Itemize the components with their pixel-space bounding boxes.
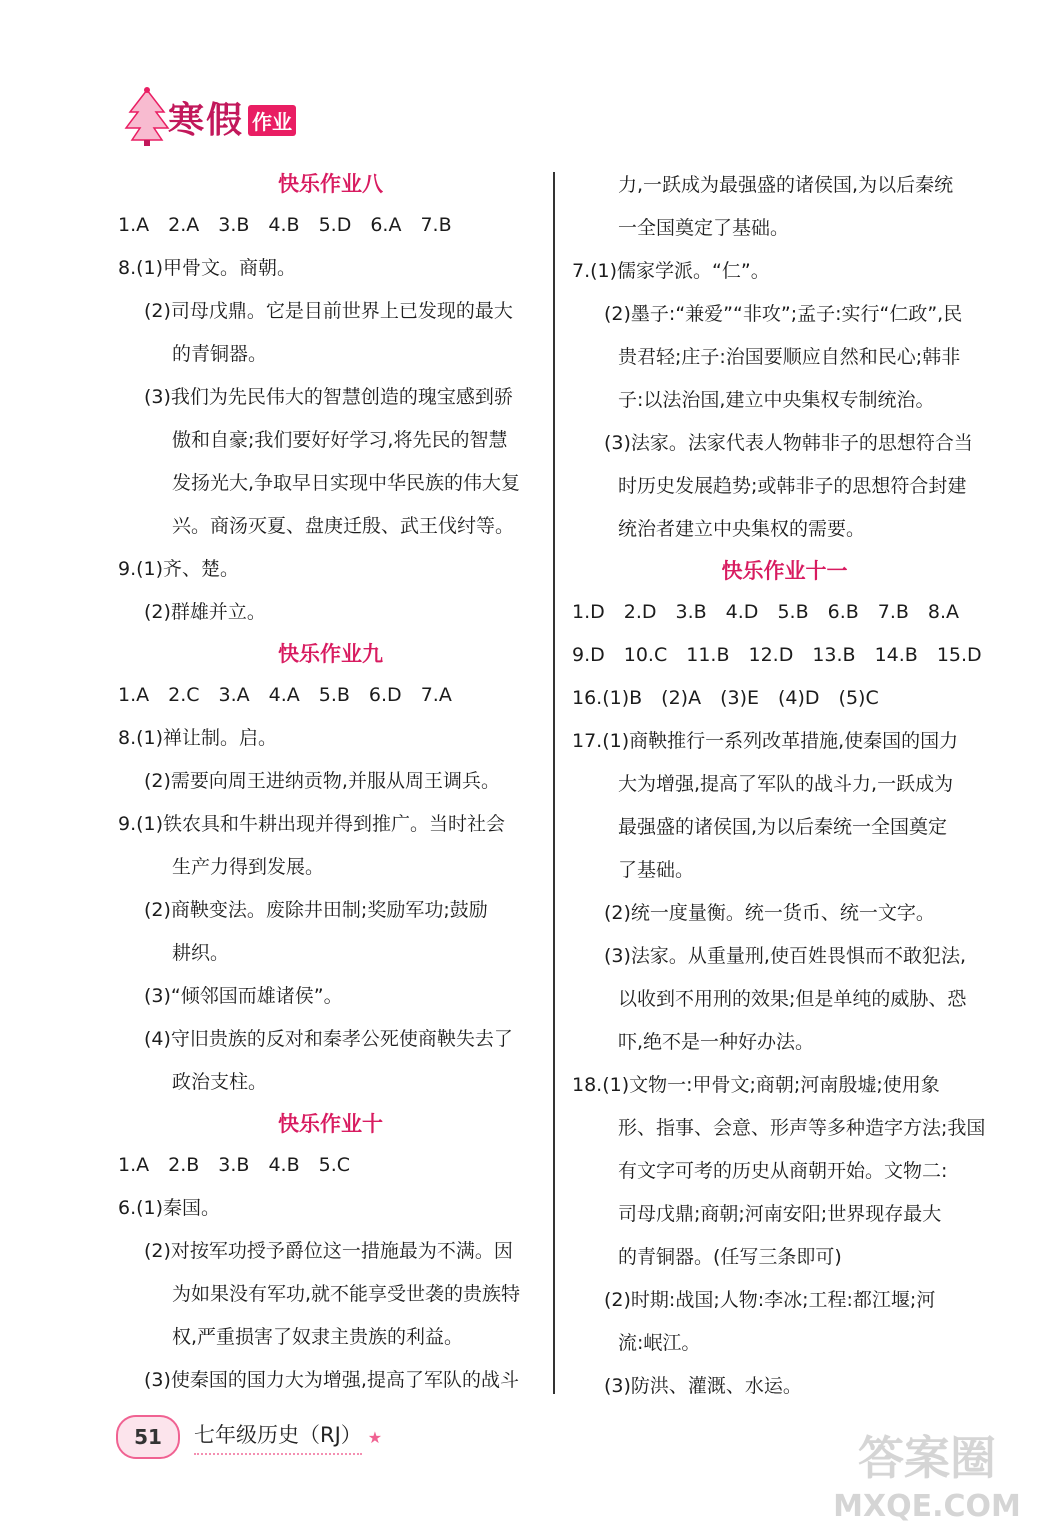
answer-line: 有文字可考的历史从商朝开始。文物二:	[618, 1160, 948, 1182]
brand-tag: 作业	[248, 105, 296, 136]
page-number: 51	[116, 1415, 180, 1459]
section-title: 快乐作业八	[278, 172, 383, 196]
column-divider	[553, 172, 555, 1394]
answer-line: (2)群雄并立。	[144, 601, 266, 623]
page-footer	[116, 1412, 382, 1462]
answer-line: 兴。商汤灭夏、盘庚迁殷、武王伐纣等。	[172, 515, 515, 537]
answer-line: 大为增强,提高了军队的战斗力,一跃成为	[618, 773, 954, 795]
answer-line: 耕织。	[172, 942, 230, 964]
answer-line: (2)需要向周王进纳贡物,并服从周王调兵。	[144, 770, 500, 792]
answer-line: 17.(1)商鞅推行一系列改革措施,使秦国的国力	[572, 730, 959, 752]
right-column	[572, 164, 997, 1408]
answer-line: 9.(1)铁农具和牛耕出现并得到推广。当时社会	[118, 813, 506, 835]
answer-line: (3)“倾邻国而雄诸侯”。	[144, 985, 343, 1007]
answer-line: 一全国奠定了基础。	[618, 217, 790, 239]
answer-line: 傲和自豪;我们要好好学习,将先民的智慧	[172, 429, 508, 451]
answer-line: 形、指事、会意、形声等多种造字方法;我国	[618, 1117, 986, 1139]
answer-line: 政治支柱。	[172, 1071, 268, 1093]
answer-line: 1.A 2.C 3.A 4.A 5.B 6.D 7.A	[118, 684, 452, 706]
section-title: 快乐作业九	[278, 642, 383, 666]
answer-line: (2)统一度量衡。统一货币、统一文字。	[604, 902, 935, 924]
answer-line: 9.D 10.C 11.B 12.D 13.B 14.B 15.D	[572, 644, 982, 666]
answer-line: (3)使秦国的国力大为增强,提高了军队的战斗	[144, 1369, 519, 1391]
answer-line: 8.(1)禅让制。启。	[118, 727, 278, 749]
section-title: 快乐作业十	[278, 1112, 383, 1136]
star-icon: ★	[367, 1427, 383, 1447]
answer-line: 16.(1)B (2)A (3)E (4)D (5)C	[572, 687, 879, 709]
answer-line: (2)墨子:“兼爱”“非攻”;孟子:实行“仁政”,民	[604, 303, 963, 325]
answer-line: 力,一跃成为最强盛的诸侯国,为以后秦统	[618, 174, 954, 196]
answer-line: (2)司母戊鼎。它是目前世界上已发现的最大	[144, 300, 513, 322]
answer-line: 司母戊鼎;商朝;河南安阳;世界现存最大	[618, 1203, 942, 1225]
answer-line: (3)我们为先民伟大的智慧创造的瑰宝感到骄	[144, 386, 513, 408]
answer-line: 的青铜器。	[172, 343, 268, 365]
answer-line: 生产力得到发展。	[172, 856, 325, 878]
watermark-logo	[812, 1416, 1042, 1526]
answer-line: (2)对按军功授予爵位这一措施最为不满。因	[144, 1240, 513, 1262]
watermark-text-cn: 答案圈	[858, 1431, 996, 1485]
answer-line: 子:以法治国,建立中央集权专制统治。	[618, 389, 935, 411]
answer-line: 了基础。	[618, 859, 695, 881]
page-header	[118, 86, 296, 146]
answer-line: (4)守旧贵族的反对和秦孝公死使商鞅失去了	[144, 1028, 513, 1050]
answer-line: 1.A 2.B 3.B 4.B 5.C	[118, 1154, 351, 1176]
answer-line: 权,严重损害了奴隶主贵族的利益。	[172, 1326, 464, 1348]
answer-line: (3)防洪、灌溉、水运。	[604, 1375, 802, 1397]
answer-line: 以收到不用刑的效果;但是单纯的威胁、恐	[618, 988, 967, 1010]
answer-line: 吓,绝不是一种好办法。	[618, 1031, 815, 1053]
book-title: 七年级历史（RJ）	[194, 1419, 362, 1455]
answer-line: (2)商鞅变法。废除井田制;奖励军功;鼓励	[144, 899, 488, 921]
answer-line: 的青铜器。(任写三条即可)	[618, 1246, 842, 1268]
answer-line: 9.(1)齐、楚。	[118, 558, 240, 580]
answer-line: 为如果没有军功,就不能享受世袭的贵族特	[172, 1283, 521, 1305]
answer-line: 时历史发展趋势;或韩非子的思想符合封建	[618, 475, 967, 497]
answer-line: 贵君轻;庄子:治国要顺应自然和民心;韩非	[618, 346, 961, 368]
answer-line: 7.(1)儒家学派。“仁”。	[572, 260, 770, 282]
answer-line: (3)法家。法家代表人物韩非子的思想符合当	[604, 432, 973, 454]
answer-line: (2)时期:战国;人物:李冰;工程:都江堰;河	[604, 1289, 936, 1311]
answer-line: 8.(1)甲骨文。商朝。	[118, 257, 297, 279]
watermark-text-url: MXQE.COM	[833, 1489, 1021, 1524]
brand-title: 寒假	[168, 100, 245, 141]
answer-line: 统治者建立中央集权的需要。	[618, 518, 866, 540]
answer-line: 流:岷江。	[618, 1332, 701, 1354]
answer-line: 发扬光大,争取早日实现中华民族的伟大复	[172, 472, 521, 494]
section-title: 快乐作业十一	[721, 559, 848, 583]
answer-line: 最强盛的诸侯国,为以后秦统一全国奠定	[618, 816, 948, 838]
answer-line: 6.(1)秦国。	[118, 1197, 221, 1219]
answer-line: 1.D 2.D 3.B 4.D 5.B 6.B 7.B 8.A	[572, 601, 960, 623]
answer-line: 18.(1)文物一:甲骨文;商朝;河南殷墟;使用象	[572, 1074, 940, 1096]
left-column	[118, 164, 543, 1402]
answer-line: (3)法家。从重量刑,使百姓畏惧而不敢犯法,	[604, 945, 966, 967]
answer-line: 1.A 2.A 3.B 4.B 5.D 6.A 7.B	[118, 214, 452, 236]
